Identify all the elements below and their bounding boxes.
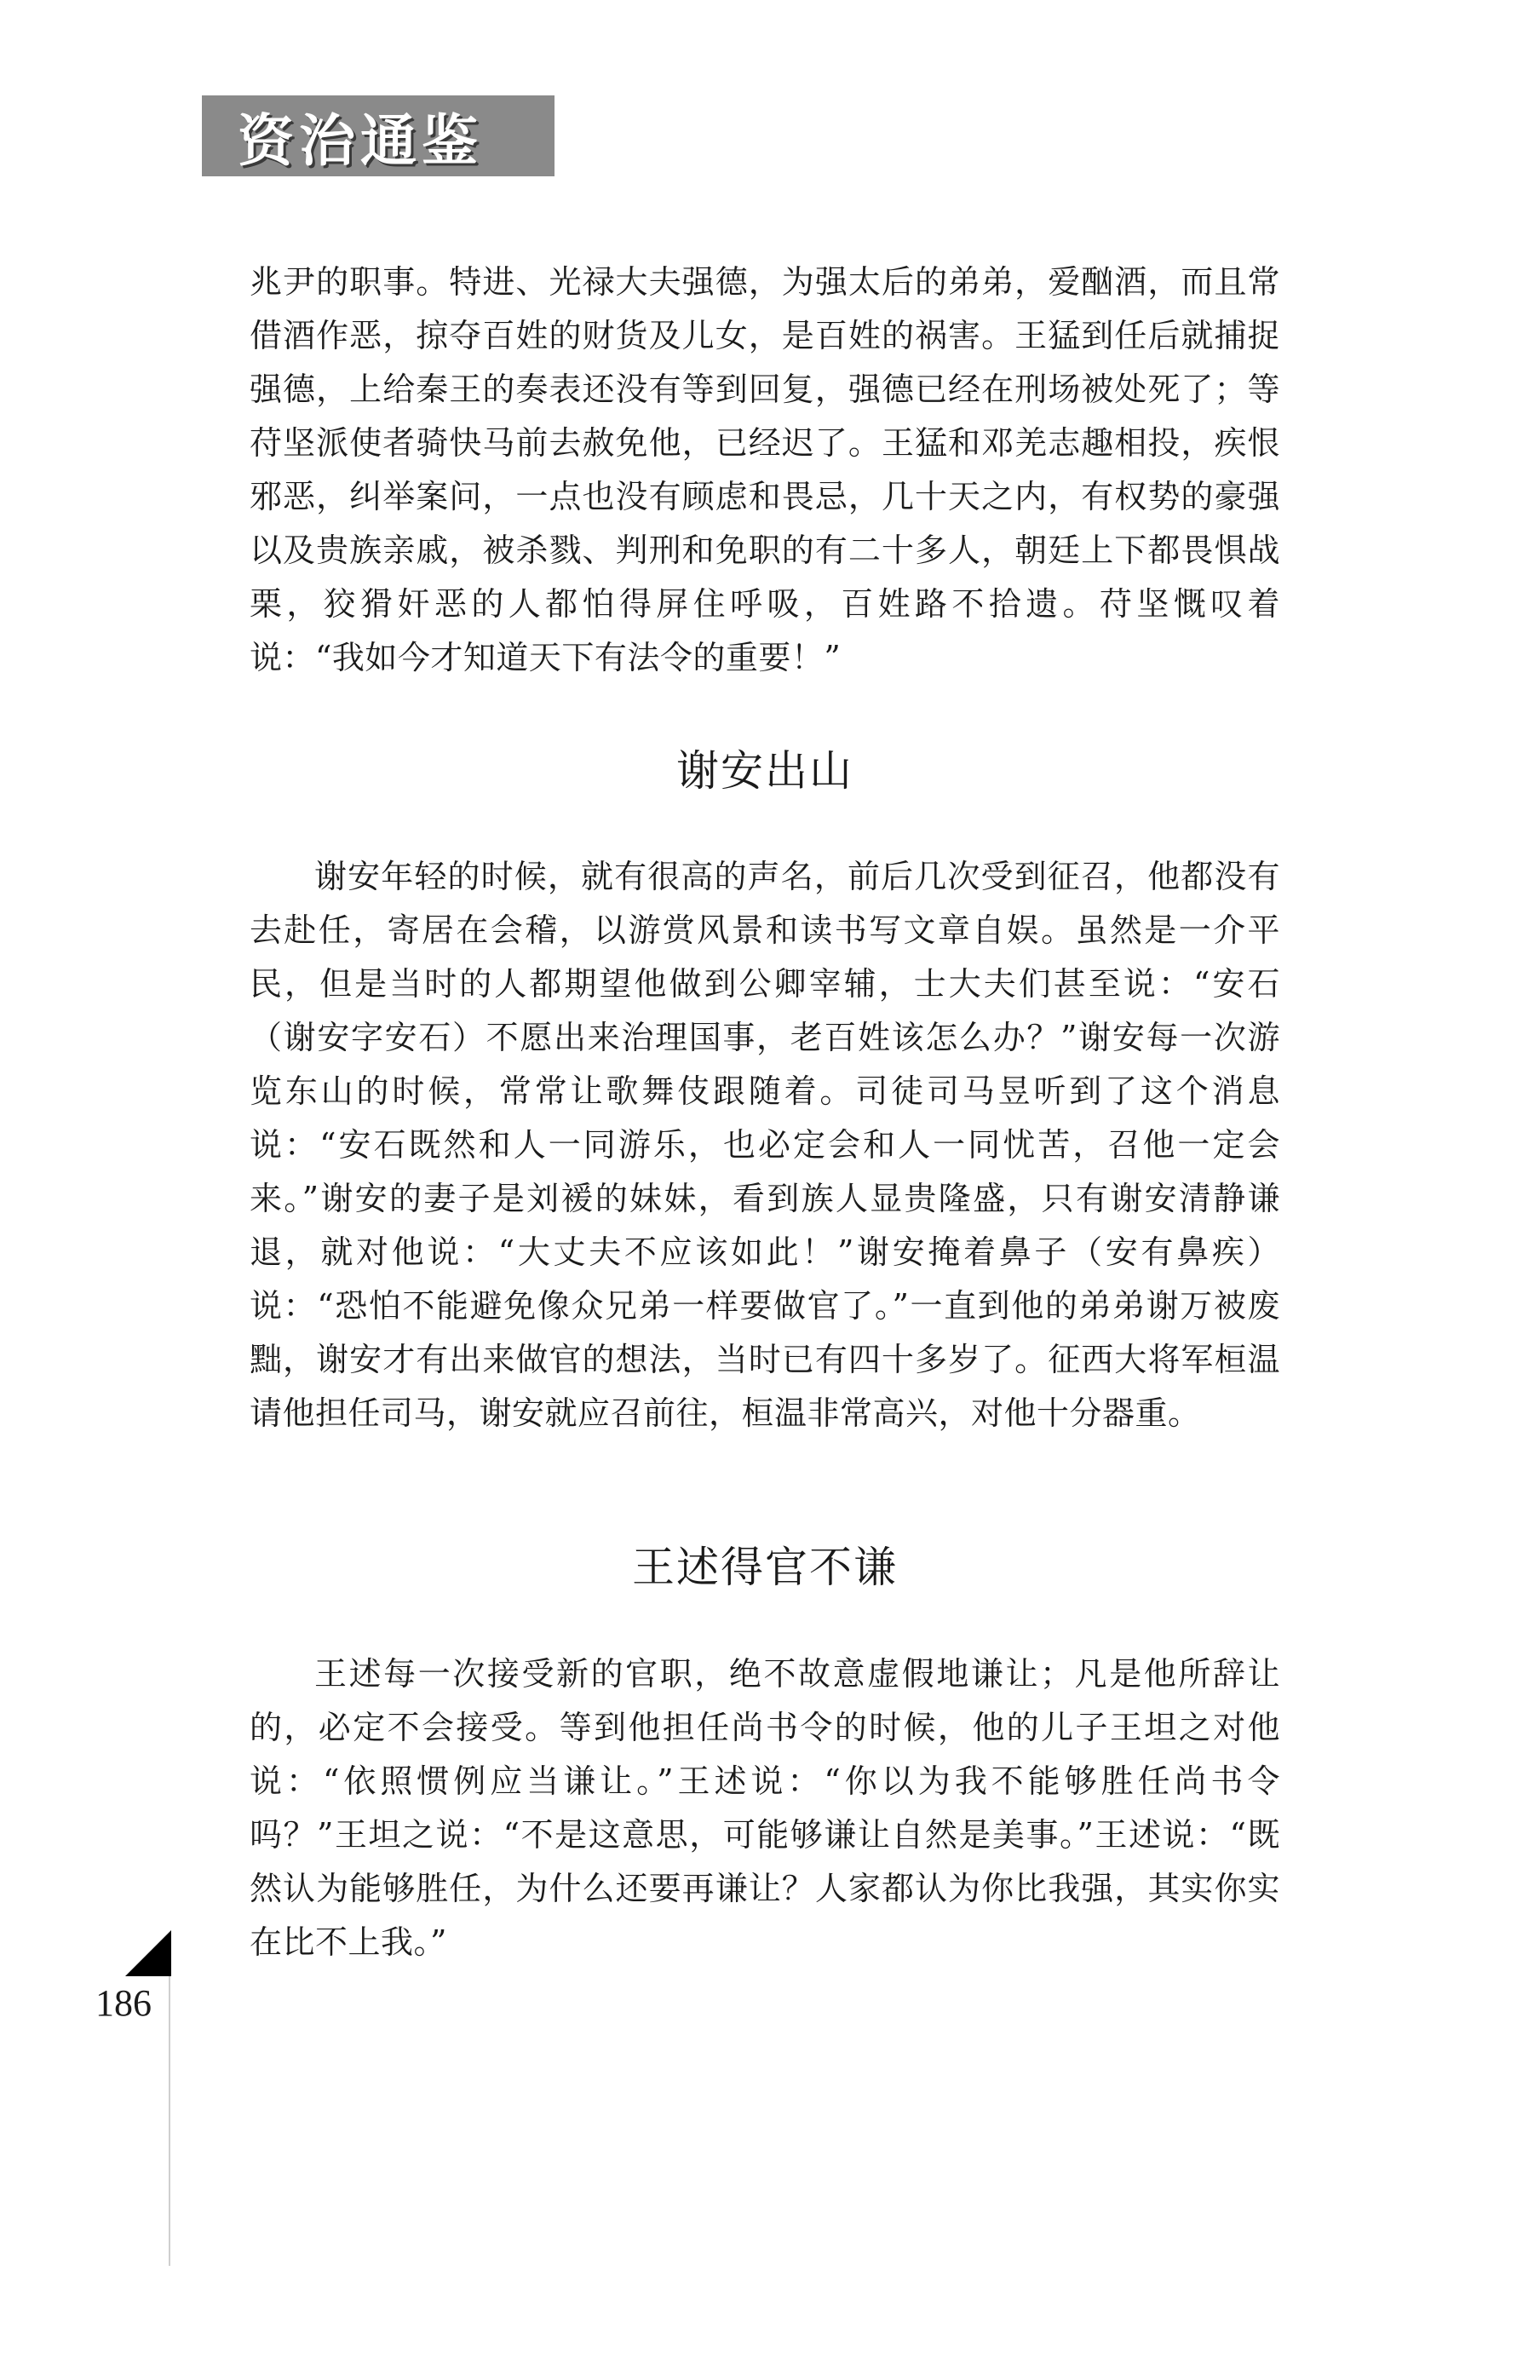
section-heading-wang-shu: 王述得官不谦	[632, 1543, 898, 1592]
book-title: 资治通鉴	[238, 108, 483, 174]
section-heading-xie-an: 谢安出山	[676, 746, 853, 796]
paragraph-wang-shu: 王述每一次接受新的官职，绝不故意虚假地谦让；凡是他所辞让的，必定不会接受。等到他担任尚书令的时候，他的儿子王坦之对他说：“依照惯例应当谦让。”王述说：“你以为我不能够胜任尚书令吗？”王坦之说：“不是这意思，可能够谦让自然是美事。”王述说：“既然认为能够胜任，为什么还要再谦让？人家都认为你比我强，其实你实在比不上我。”	[250, 1655, 1280, 1961]
paragraph-xie-an: 谢安年轻的时候，就有很高的声名，前后几次受到征召，他都没有去赴任，寄居在会稽，以游赏风景和读书写文章自娱。虽然是一介平民，但是当时的人都期望他做到公卿宰辅，士大夫们甚至说：“安石（谢安字安石）不愿出来治理国事，老百姓该怎么办？”谢安每一次游览东山的时候，常常让歌舞伎跟随着。司徒司马昱听到了这个消息说：“安石既然和人一同游乐，也必定会和人一同忧苦，召他一定会来。”谢安的妻子是刘褑的妹妹，看到族人显贵隆盛，只有谢安清静谦退，就对他说：“大丈夫不应该如此！”谢安掩着鼻子（安有鼻疾）说：“恐怕不能避免像众兄弟一样要做官了。”一直到他的弟弟谢万被废黜，谢安才有出来做官的想法，当时已有四十多岁了。征西大将军桓温请他担任司马，谢安就应召前往，桓温非常高兴，对他十分器重。	[250, 858, 1280, 1432]
page-corner-marker	[125, 1930, 171, 1976]
margin-rule	[169, 1976, 170, 2266]
book-title-banner	[202, 95, 555, 176]
paragraph-continued: 兆尹的职事。特进、光禄大夫强德，为强太后的弟弟，爱酗酒，而且常借酒作恶，掠夺百姓的财货及儿女，是百姓的祸害。王猛到任后就捕捉强德，上给秦王的奏表还没有等到回复，强德已经在刑场被处死了；等苻坚派使者骑快马前去赦免他，已经迟了。王猛和邓羌志趣相投，疾恨邪恶，纠举案问，一点也没有顾虑和畏忌，几十天之内，有权势的豪强以及贵族亲戚，被杀戮、判刑和免职的有二十多人，朝廷上下都畏惧战栗，狡猾奸恶的人都怕得屏住呼吸，百姓路不拾遗。苻坚慨叹着说：“我如今才知道天下有法令的重要！”	[250, 263, 1280, 676]
page-number: 186	[95, 1982, 152, 2024]
